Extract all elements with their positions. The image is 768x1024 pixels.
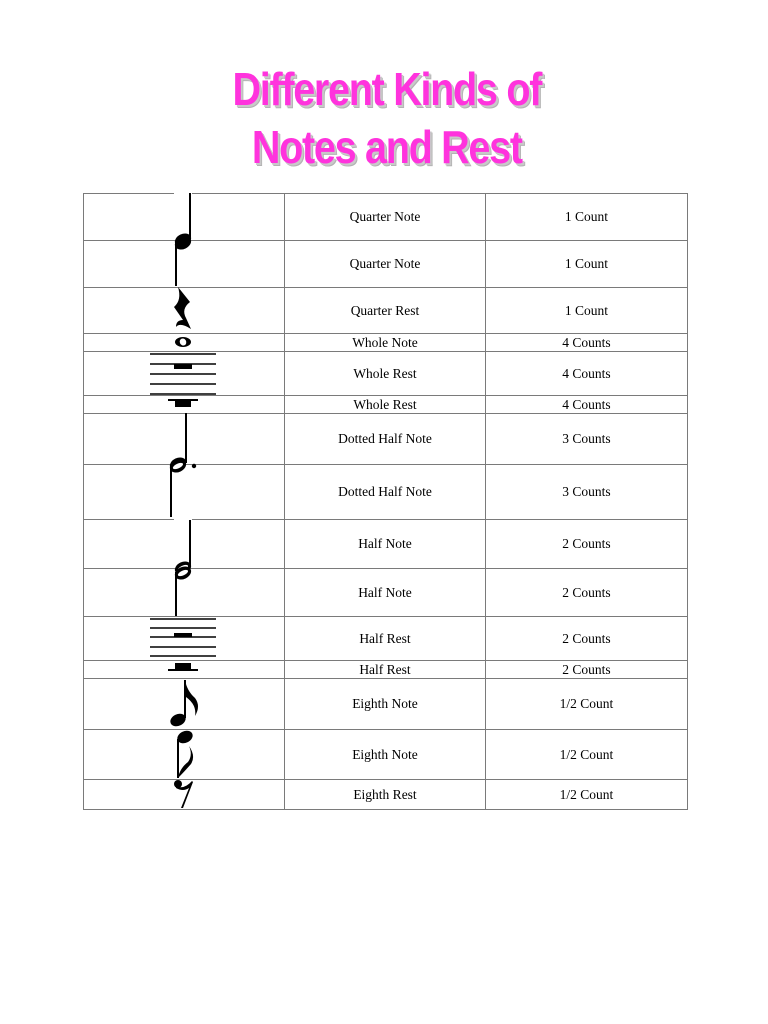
note-name-cell: Whole Rest (285, 396, 486, 414)
table-row (84, 241, 688, 288)
note-name-cell: Half Rest (285, 617, 486, 661)
note-name-cell: Dotted Half Note (285, 465, 486, 520)
count-cell: 3 Counts (486, 465, 688, 520)
symbol-cell (84, 414, 285, 465)
note-name-cell: Eighth Rest (285, 780, 486, 810)
table-row (84, 661, 688, 679)
table-row (84, 679, 688, 730)
symbol-cell (84, 520, 285, 569)
note-name-cell: Eighth Note (285, 679, 486, 730)
count-cell: 4 Counts (486, 334, 688, 352)
table-row (84, 352, 688, 396)
title-line-1: Different Kinds of (232, 63, 542, 115)
table-row (84, 780, 688, 810)
count-cell: 2 Counts (486, 520, 688, 569)
note-name-cell: Half Rest (285, 661, 486, 679)
symbol-cell (84, 194, 285, 241)
note-name-cell: Dotted Half Note (285, 414, 486, 465)
symbol-cell (84, 780, 285, 810)
symbol-cell (84, 569, 285, 617)
title-line-2: Notes and Rest (251, 121, 522, 173)
count-cell: 1 Count (486, 194, 688, 241)
symbol-cell (84, 396, 285, 414)
table-row (84, 730, 688, 780)
symbol-cell (84, 679, 285, 730)
note-name-cell: Half Note (285, 520, 486, 569)
count-cell: 1/2 Count (486, 780, 688, 810)
count-cell: 4 Counts (486, 352, 688, 396)
count-cell: 4 Counts (486, 396, 688, 414)
symbol-cell (84, 730, 285, 780)
count-cell: 2 Counts (486, 617, 688, 661)
note-name-cell: Quarter Rest (285, 288, 486, 334)
table-row (84, 414, 688, 465)
note-name-cell: Whole Rest (285, 352, 486, 396)
count-cell: 3 Counts (486, 414, 688, 465)
table-row (84, 194, 688, 241)
count-cell: 1/2 Count (486, 679, 688, 730)
table-row (84, 617, 688, 661)
note-name-cell: Quarter Note (285, 194, 486, 241)
note-name-cell: Eighth Note (285, 730, 486, 780)
symbol-cell (84, 334, 285, 352)
symbol-cell (84, 241, 285, 288)
symbol-cell (84, 661, 285, 679)
table-row (84, 569, 688, 617)
symbol-cell (84, 352, 285, 396)
count-cell: 1/2 Count (486, 730, 688, 780)
note-name-cell: Half Note (285, 569, 486, 617)
symbol-cell (84, 465, 285, 520)
symbol-cell (84, 288, 285, 334)
notes-table (83, 193, 688, 810)
note-name-cell: Quarter Note (285, 241, 486, 288)
table-row (84, 520, 688, 569)
count-cell: 2 Counts (486, 569, 688, 617)
table-row (84, 334, 688, 352)
count-cell: 1 Count (486, 288, 688, 334)
page-title (57, 60, 717, 176)
count-cell: 2 Counts (486, 661, 688, 679)
symbol-cell (84, 617, 285, 661)
table-row (84, 288, 688, 334)
note-name-cell: Whole Note (285, 334, 486, 352)
table-row (84, 465, 688, 520)
table-row (84, 396, 688, 414)
count-cell: 1 Count (486, 241, 688, 288)
